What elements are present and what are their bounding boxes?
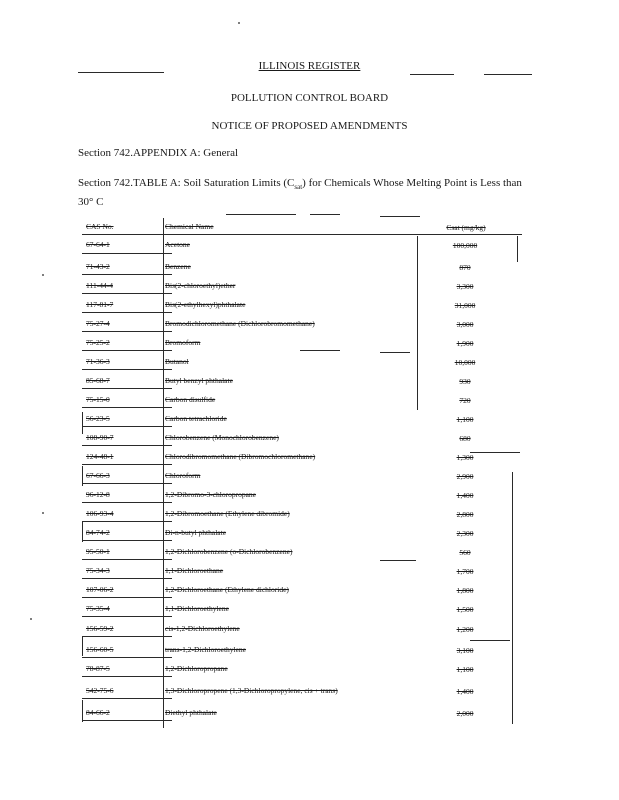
csat-value: 1,700 [456, 567, 474, 576]
table-rule [82, 676, 172, 677]
chemical-name: Bis(2-chloroethyl)ether [165, 281, 236, 290]
table-rule [82, 636, 172, 637]
cas-number: 78-87-5 [86, 664, 110, 673]
csat-value: 3,000 [456, 320, 474, 329]
table-rule [82, 698, 172, 699]
csat-value: 1,400 [456, 491, 474, 500]
table-row [0, 414, 619, 432]
table-row [0, 566, 619, 584]
cas-number: 71-36-3 [86, 357, 110, 366]
table-row [0, 471, 619, 489]
cas-number: 156-59-2 [86, 624, 114, 633]
table-rule [82, 407, 172, 408]
chemical-name: 1,2-Dichloroethane (Ethylene dichloride) [165, 585, 289, 594]
chemical-name: cis-1,2-Dichloroethylene [165, 624, 240, 633]
chemical-name: 1,1-Dichloroethane [165, 566, 224, 575]
csat-value: 31,000 [454, 301, 476, 310]
rule [484, 74, 532, 75]
appendix-heading: Section 742.APPENDIX A: General [78, 147, 239, 159]
scan-rule [380, 560, 416, 561]
table-row [0, 262, 619, 280]
table-rule [82, 540, 172, 541]
csat-value: 560 [459, 548, 471, 557]
table-row [0, 645, 619, 663]
cas-number: 71-43-2 [86, 262, 110, 271]
chemical-name: Carbon tetrachloride [165, 414, 227, 423]
csat-value: 2,300 [456, 529, 474, 538]
chemical-name: Bis(2-ethylhexyl)phthalate [165, 300, 246, 309]
table-row [0, 300, 619, 318]
csat-value: 720 [459, 396, 471, 405]
table-rule [82, 464, 172, 465]
cas-number: 156-60-5 [86, 645, 114, 654]
chemical-name: Chloroform [165, 471, 201, 480]
chemical-name: Butanol [165, 357, 189, 366]
table-row [0, 708, 619, 726]
table-row [0, 604, 619, 622]
cas-number: 67-64-1 [86, 240, 110, 249]
scan-speck [238, 22, 240, 24]
table-rule [82, 578, 172, 579]
table-rule [82, 720, 172, 721]
table-rule [82, 426, 172, 427]
table-row [0, 357, 619, 375]
table-row [0, 509, 619, 527]
column-header-value: Csat (mg/kg) [446, 223, 486, 232]
register-title: ILLINOIS REGISTER [258, 60, 361, 72]
csat-value: 2,800 [456, 510, 474, 519]
scan-speck [30, 618, 32, 620]
csat-value: 1,200 [456, 625, 474, 634]
table-heading-sub: sat [294, 183, 303, 192]
csat-value: 100,000 [452, 241, 478, 250]
board-title: POLLUTION CONTROL BOARD [230, 92, 389, 104]
table-rule [82, 253, 172, 254]
scan-rule [380, 216, 420, 217]
cas-number: 111-44-4 [86, 281, 113, 290]
table-rule [82, 445, 172, 446]
table-row [0, 547, 619, 565]
table-row [0, 452, 619, 470]
scan-rule [310, 214, 340, 215]
csat-value: 1,100 [456, 665, 474, 674]
cas-number: 96-12-8 [86, 490, 110, 499]
table-row [0, 281, 619, 299]
chemical-name: trans-1,2-Dichloroethylene [165, 645, 247, 654]
scan-rule [300, 350, 340, 351]
table-rule [82, 331, 172, 332]
table-row [0, 490, 619, 508]
table-row [0, 585, 619, 603]
csat-value: 1,500 [456, 605, 474, 614]
csat-value: 10,000 [454, 358, 476, 367]
scan-rule [226, 214, 296, 215]
chemical-name: Carbon disulfide [165, 395, 216, 404]
table-rule [82, 483, 172, 484]
table-rule [82, 274, 172, 275]
cas-number: 75-35-4 [86, 604, 110, 613]
column-header-cas: CAS No. [86, 222, 114, 231]
chemical-name: Bromodichloromethane (Dichlorobromomethane) [165, 319, 315, 328]
table-rule [82, 388, 172, 389]
cas-number: 108-90-7 [86, 433, 114, 442]
csat-value: 870 [459, 263, 471, 272]
chemical-name: 1,2-Dichloropropane [165, 664, 228, 673]
cas-number: 106-93-4 [86, 509, 114, 518]
chemical-name: Butyl benzyl phthalate [165, 376, 233, 385]
chemical-name: Chlorodibromomethane (Dibromochloromethane) [165, 452, 316, 461]
table-heading [78, 176, 538, 210]
table-row [0, 624, 619, 642]
scan-rule [470, 452, 520, 453]
csat-value: 1,100 [456, 415, 474, 424]
chemical-name: 1,1-Dichloroethylene [165, 604, 229, 613]
chemical-name: 1,2-Dichlorobenzene (o-Dichlorobenzene) [165, 547, 293, 556]
table-rule [82, 657, 172, 658]
table-rule [82, 559, 172, 560]
rule [410, 74, 454, 75]
cas-number: 85-68-7 [86, 376, 110, 385]
cas-number: 117-81-7 [86, 300, 114, 309]
cas-number: 56-23-5 [86, 414, 110, 423]
scan-speck [42, 274, 44, 276]
table-row [0, 664, 619, 682]
table-rule [82, 293, 172, 294]
table-rule [82, 521, 172, 522]
chemical-name: Di-n-butyl phthalate [165, 528, 227, 537]
chemical-name: 1,3-Dichloropropene (1,3-Dichloropropylene, cis + trans) [165, 686, 338, 695]
rule [78, 72, 164, 73]
table-row [0, 686, 619, 704]
table-row [0, 240, 619, 258]
chemical-name: 1,2-Dibromo-3-chloropropane [165, 490, 257, 499]
chemical-name: 1,2-Dibromoethane (Ethylene dibromide) [165, 509, 290, 518]
csat-value: 680 [459, 434, 471, 443]
chemical-name: Bromoform [165, 338, 201, 347]
scan-rule [470, 640, 510, 641]
csat-value: 2,900 [456, 472, 474, 481]
csat-value: 3,100 [456, 646, 474, 655]
scan-speck [42, 512, 44, 514]
cas-number: 124-48-1 [86, 452, 114, 461]
table-heading-prefix: Section 742.TABLE A: Soil Saturation Limits (C [78, 177, 295, 189]
csat-value: 3,300 [456, 282, 474, 291]
cas-number: 84-66-2 [86, 708, 110, 717]
table-header-row [0, 222, 619, 240]
table-rule [82, 369, 172, 370]
chemical-name: Acetone [165, 240, 190, 249]
csat-value: 1,800 [456, 586, 474, 595]
column-header-name: Chemical Name [165, 222, 214, 231]
table-rule [82, 350, 172, 351]
cas-number: 84-74-2 [86, 528, 110, 537]
table-rule [82, 502, 172, 503]
table-heading-suffix: ) for Chemicals Whose Melting Point is Less than 30° C [78, 177, 522, 209]
table-rule [82, 597, 172, 598]
cas-number: 75-15-0 [86, 395, 110, 404]
cas-number: 75-25-2 [86, 338, 110, 347]
table-row [0, 376, 619, 394]
csat-value: 1,900 [456, 339, 474, 348]
notice-title: NOTICE OF PROPOSED AMENDMENTS [211, 120, 408, 132]
table-row [0, 319, 619, 337]
chemical-name: Chlorobenzene (Monochlorobenzene) [165, 433, 279, 442]
table-row [0, 395, 619, 413]
scan-rule [380, 352, 410, 353]
csat-value: 930 [459, 377, 471, 386]
table-rule [82, 616, 172, 617]
csat-value: 1,300 [456, 453, 474, 462]
cas-number: 75-27-4 [86, 319, 110, 328]
table-rule [82, 234, 522, 235]
csat-value: 2,000 [456, 709, 474, 718]
csat-value: 1,400 [456, 687, 474, 696]
table-rule [82, 312, 172, 313]
cas-number: 95-50-1 [86, 547, 110, 556]
chemical-name: Diethyl phthalate [165, 708, 217, 717]
table-row [0, 528, 619, 546]
cas-number: 107-06-2 [86, 585, 114, 594]
cas-number: 67-66-3 [86, 471, 110, 480]
chemical-name: Benzene [165, 262, 191, 271]
cas-number: 75-34-3 [86, 566, 110, 575]
table-row [0, 433, 619, 451]
cas-number: 542-75-6 [86, 686, 114, 695]
table-row [0, 338, 619, 356]
